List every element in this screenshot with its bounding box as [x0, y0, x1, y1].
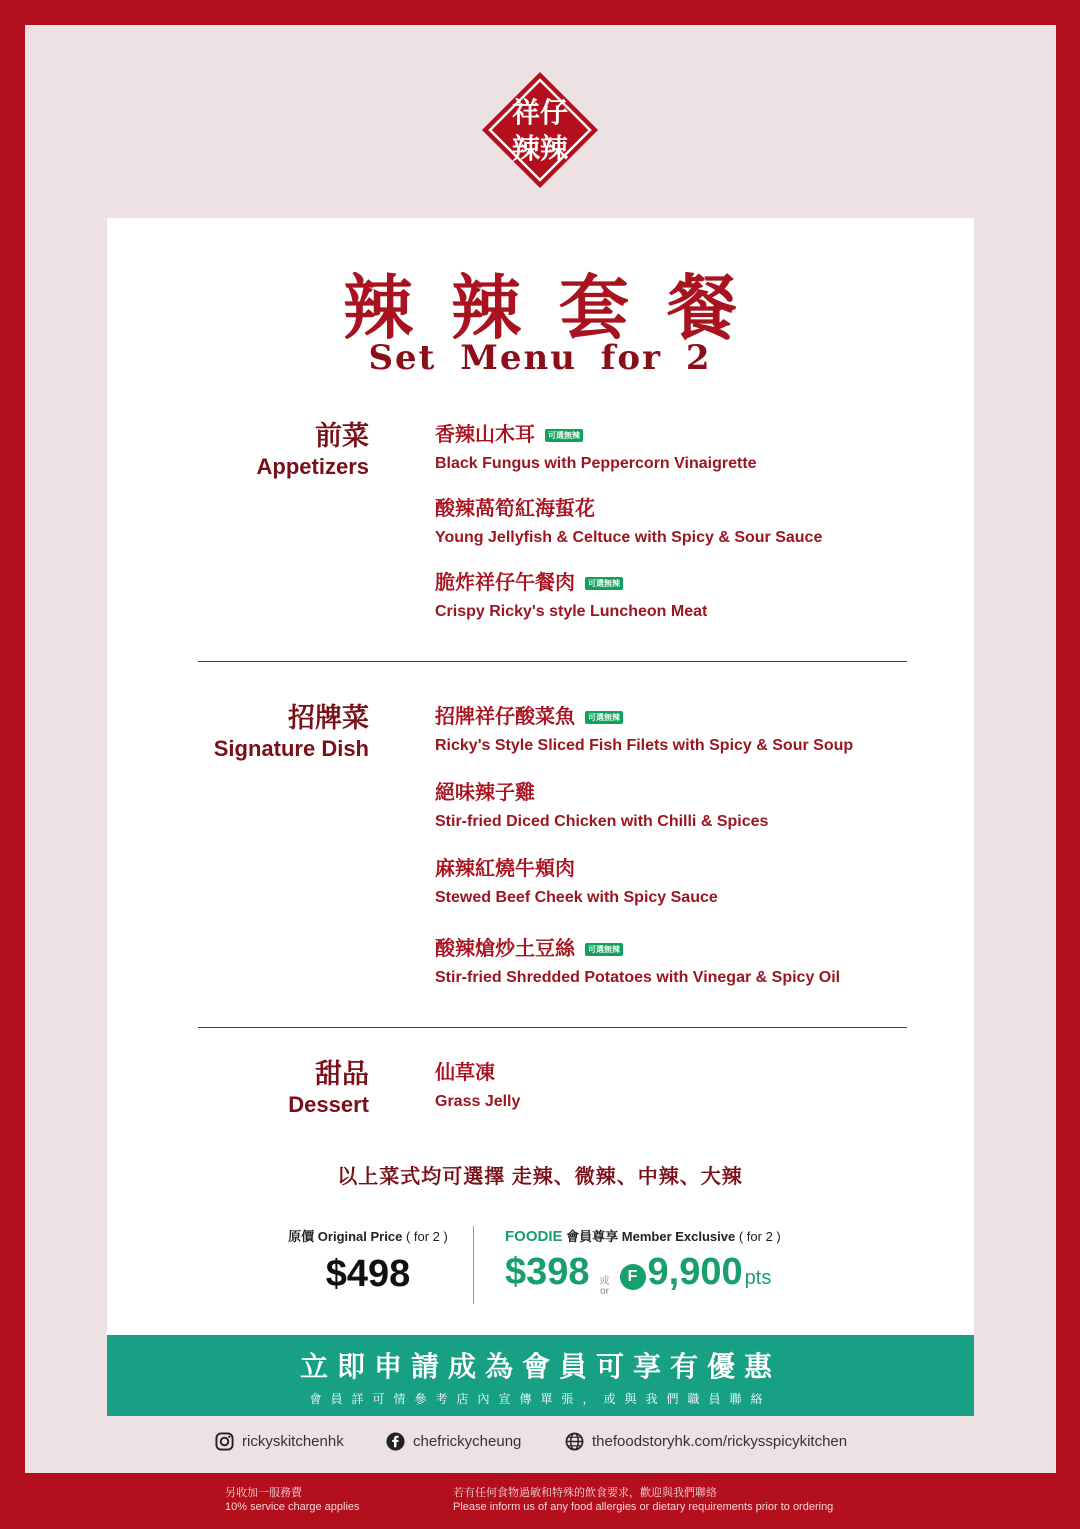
section-divider — [198, 661, 907, 662]
section-appetizers: 前菜 Appetizers — [256, 421, 369, 479]
spice-level-note: 以上菜式均可選擇 走辣、微辣、中辣、大辣 — [337, 1166, 743, 1188]
dish-item: 酸辣熗炒土豆絲 可選無辣 Stir-fried Shredded Potatoes with Vinegar & Spicy Oil — [435, 938, 841, 986]
instagram-handle: rickyskitchenhk — [215, 1432, 344, 1451]
dish-item: 脆炸祥仔午餐肉 可選無辣 Crispy Ricky's style Luncheon Meat — [435, 572, 708, 620]
no-spice-tag: 可選無辣 — [585, 577, 623, 590]
section-signature: 招牌菜 Signature Dish — [213, 703, 369, 761]
section-divider — [198, 1027, 907, 1028]
title-english: Set Menu for 2 — [368, 338, 712, 378]
title-chinese: 辣辣套餐 — [343, 266, 775, 349]
price-separator — [473, 1226, 474, 1304]
no-spice-tag: 可選無辣 — [545, 429, 583, 442]
restaurant-logo — [480, 70, 600, 190]
facebook-handle: chefrickycheung — [386, 1432, 521, 1451]
member-price-value: $398 — [505, 1251, 590, 1293]
foodie-coin-icon: F — [620, 1264, 646, 1290]
member-price: FOODIE 會員尊享 Member Exclusive ( for 2 ) $398 或 or F 9,900 pts — [505, 1228, 781, 1297]
dish-item: 酸辣萵筍紅海蜇花 Young Jellyfish & Celtuce with Spicy & Sour Sauce — [435, 498, 823, 546]
service-charge-note: 另收加一服務費 10% service charge applies — [225, 1487, 360, 1513]
foodie-brand: FOODIE — [505, 1228, 563, 1245]
original-price-value: $498 — [325, 1253, 411, 1295]
dish-item: 麻辣紅燒牛頬肉 Stewed Beef Cheek with Spicy Sauce — [435, 858, 718, 906]
dish-item: 絕味辣子雞 Stir-fried Diced Chicken with Chilli & Spices — [435, 782, 769, 830]
svg-text:祥仔: 祥仔 — [511, 96, 569, 129]
membership-banner: 立即申請成為會員可享有優惠 會員詳可情參考店內宣傳單張，或與我們職員聯絡 — [107, 1335, 974, 1416]
allergy-note: 若有任何食物過敏和特殊的飲食要求，歡迎與我們聯絡 Please inform us of any food allergies or dietary requirements prior to ordering — [453, 1487, 834, 1513]
dish-item: 香辣山木耳 可選無辣 Black Fungus with Peppercorn Vinaigrette — [435, 424, 757, 472]
no-spice-tag: 可選無辣 — [585, 943, 623, 956]
instagram-icon — [215, 1432, 234, 1451]
points-value: 9,900 — [647, 1251, 743, 1293]
website-link[interactable]: thefoodstoryhk.com/rickysspicykitchen — [565, 1432, 847, 1451]
dish-item: 招牌祥仔酸菜魚 可選無辣 Ricky's Style Sliced Fish Filets with Spicy & Sour Soup — [435, 706, 854, 754]
section-dessert: 甜品 Dessert — [288, 1059, 369, 1117]
original-price: 原價 Original Price ( for 2 ) $498 — [268, 1226, 468, 1296]
or-label: 或 or — [599, 1276, 610, 1297]
dish-item: 仙草凍 Grass Jelly — [435, 1062, 521, 1110]
globe-icon — [565, 1432, 584, 1451]
svg-text:辣辣: 辣辣 — [511, 132, 569, 165]
no-spice-tag: 可選無辣 — [585, 711, 623, 724]
facebook-icon — [386, 1432, 405, 1451]
